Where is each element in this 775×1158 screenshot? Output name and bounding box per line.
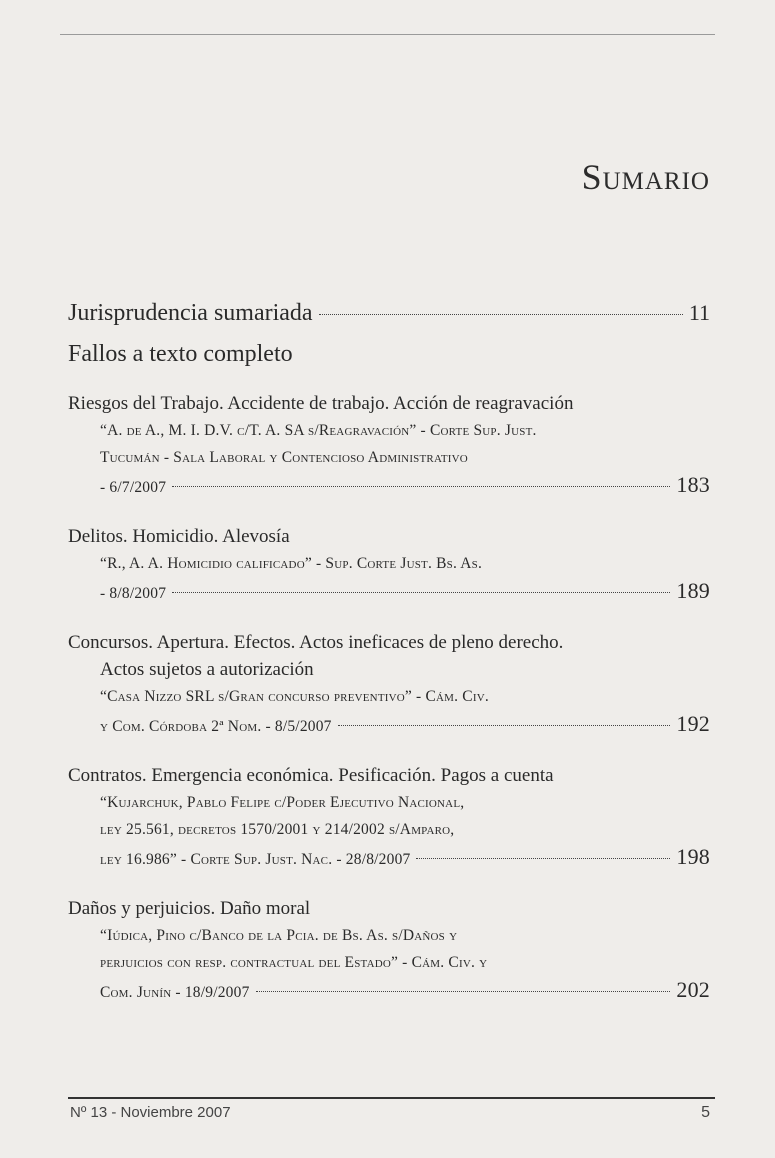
toc-article[interactable] — [68, 390, 710, 501]
case-last-line — [68, 976, 710, 1006]
case-line: ley 25.561, decretos 1570/2001 y 214/2002 s/Amparo, — [100, 821, 455, 838]
article-title: Contratos. Emergencia económica. Pesificación. Pagos a cuenta — [68, 765, 554, 786]
case-last-line — [68, 710, 710, 740]
toc-entry-jurisprudencia[interactable] — [68, 300, 710, 327]
page-title: Sumario — [581, 157, 710, 197]
case-date: - 8/8/2007 — [100, 585, 167, 602]
case-last-line — [68, 843, 710, 873]
case-date: y Com. Córdoba 2ª Nom. - 8/5/2007 — [100, 718, 332, 735]
case-line: “Iúdica, Pino c/Banco de la Pcia. de Bs. As. s/Daños y — [100, 927, 458, 944]
issue-label: Nº 13 - Noviembre 2007 — [70, 1104, 231, 1121]
toc-article[interactable] — [68, 629, 710, 740]
section-heading-fallos: Fallos a texto completo — [68, 341, 293, 367]
toc-page-number: 11 — [688, 300, 710, 325]
footer-page-number: 5 — [701, 1104, 710, 1121]
toc-entry-label: Jurisprudencia sumariada — [68, 300, 313, 326]
case-date: ley 16.986” - Corte Sup. Just. Nac. - 28/8/2007 — [100, 851, 411, 868]
toc-article[interactable] — [68, 523, 710, 607]
article-subtitle: Actos sujetos a autorización — [100, 659, 314, 680]
case-date: - 6/7/2007 — [100, 479, 167, 496]
case-line: perjuicios con resp. contractual del Estado” - Cám. Civ. y — [100, 954, 488, 971]
toc-page-number: 202 — [676, 977, 710, 1002]
dot-leader — [172, 592, 670, 593]
toc-page-number: 198 — [676, 844, 710, 869]
dot-leader — [256, 991, 671, 992]
toc-article[interactable] — [68, 762, 710, 873]
dot-leader — [416, 858, 670, 859]
case-line: Tucumán - Sala Laboral y Contencioso Administrativo — [100, 449, 468, 466]
table-of-contents — [68, 300, 710, 1006]
article-title: Delitos. Homicidio. Alevosía — [68, 526, 290, 547]
case-last-line — [68, 577, 710, 607]
dot-leader — [338, 725, 671, 726]
article-title: Riesgos del Trabajo. Accidente de trabajo. Acción de reagravación — [68, 393, 574, 414]
toc-page-number: 192 — [676, 711, 710, 736]
case-line: “Casa Nizzo SRL s/Gran concurso preventivo” - Cám. Civ. — [100, 688, 489, 705]
toc-page-number: 189 — [676, 578, 710, 603]
toc-page-number: 183 — [676, 472, 710, 497]
dot-leader — [319, 314, 683, 315]
article-title: Concursos. Apertura. Efectos. Actos ineficaces de pleno derecho. — [68, 632, 564, 653]
case-line: “R., A. A. Homicidio calificado” - Sup. Corte Just. Bs. As. — [100, 555, 483, 572]
case-line: “A. de A., M. I. D.V. c/T. A. SA s/Reagravación” - Corte Sup. Just. — [100, 422, 537, 439]
case-last-line — [68, 471, 710, 501]
top-rule — [60, 34, 715, 35]
case-date: Com. Junín - 18/9/2007 — [100, 984, 250, 1001]
footer-rule — [68, 1097, 715, 1099]
article-title: Daños y perjuicios. Daño moral — [68, 898, 311, 919]
dot-leader — [172, 486, 670, 487]
case-line: “Kujarchuk, Pablo Felipe c/Poder Ejecutivo Nacional, — [100, 794, 465, 811]
toc-article[interactable] — [68, 895, 710, 1006]
